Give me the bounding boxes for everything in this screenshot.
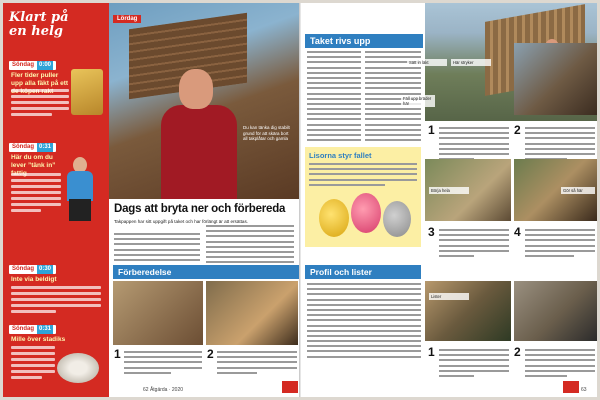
section-header-profil: Profil och lister <box>305 265 421 279</box>
logo-line-1: Klart på <box>9 10 69 25</box>
step-number-2: 2 <box>207 347 214 361</box>
tip-body <box>11 173 61 215</box>
man-figure <box>161 69 237 199</box>
right-folio: 63 <box>581 387 587 393</box>
right-body-col-1 <box>307 51 361 144</box>
tip-heading: Mille över stadiks <box>11 336 66 343</box>
step-text-1 <box>124 351 202 377</box>
right-step-4: 4 <box>514 225 521 239</box>
photo-label: Sätt in läkt <box>407 59 447 66</box>
section-header-forberedelse: Förberedelse <box>113 265 299 279</box>
tip-tag: Söndag 0:31 <box>9 325 56 334</box>
right-page <box>301 3 597 397</box>
tip-number: 0:31 <box>39 144 52 150</box>
right-bottom-text-2 <box>525 349 595 380</box>
tip-number: 0:30 <box>39 266 52 272</box>
magazine-spread <box>3 3 597 397</box>
right-bottom-step-2: 2 <box>514 345 521 359</box>
tip-number: 0:31 <box>39 326 52 332</box>
tip-body <box>11 89 69 119</box>
sidebar-logo <box>9 11 99 63</box>
right-bottom-text-1 <box>439 349 509 380</box>
left-headline: Dags att bryta ner och förbereda <box>114 203 286 215</box>
step-text-2 <box>217 351 297 377</box>
right-step-text-4 <box>525 229 595 260</box>
photo-label: Lister <box>429 293 469 300</box>
photo-label: Fäll upp bräder här <box>401 95 435 107</box>
tip-3 <box>3 265 109 317</box>
step-photo-2 <box>514 43 597 115</box>
body-column-1 <box>114 233 200 264</box>
logo-line-2: en helg <box>9 24 63 39</box>
info-box-title: Lisorna styr fallet <box>309 151 372 160</box>
left-ingress: Takpappen har sitt uppgift på taket och har förlängt är att ersättas. <box>114 219 249 224</box>
tip-body <box>11 286 101 316</box>
yarn-spools-image <box>311 189 417 245</box>
step-number-1: 1 <box>114 347 121 361</box>
tool-image <box>71 69 103 115</box>
tip-heading: Fler tider puller upp alla fäkt på ett <box>11 72 69 87</box>
right-step-text-2 <box>525 127 595 163</box>
tip-2 <box>3 143 109 223</box>
right-step-1: 1 <box>428 123 435 137</box>
info-box-text <box>309 163 417 189</box>
right-step-text-1 <box>439 127 509 163</box>
tip-heading: Här du om du lever ”tänk in” <box>11 154 56 169</box>
step-photo-5 <box>425 281 511 341</box>
right-title: Taket rivs upp <box>305 34 423 48</box>
hero-photo <box>109 3 299 199</box>
left-page <box>3 3 300 397</box>
profil-body <box>307 283 421 361</box>
photo-label: Börja hela <box>429 187 469 194</box>
right-step-text-3 <box>439 229 509 260</box>
tip-4 <box>3 325 109 395</box>
page-badge-right <box>563 381 579 393</box>
right-bottom-step-1: 1 <box>428 345 435 359</box>
tip-tag: Söndag 0:31 <box>9 143 56 152</box>
left-folio: 62 Åtgärda · 2020 <box>143 387 184 393</box>
tip-tag: Söndag 0:00 <box>9 61 56 70</box>
photo-label: Gör så här <box>561 187 595 194</box>
step-image-1 <box>113 281 203 345</box>
ashtray-image <box>57 353 99 383</box>
step-image-2 <box>206 281 298 345</box>
sidebar <box>3 3 109 397</box>
photo-label: Här stryker <box>451 59 491 66</box>
tip-number: 0:00 <box>39 62 52 68</box>
photo-caption: Du kan tänka dig stabilt grund för att skära bort all takplåtar och gamla <box>243 125 290 141</box>
tip-tag: Söndag 0:30 <box>9 265 56 274</box>
right-step-2: 2 <box>514 123 521 137</box>
tip-body <box>11 346 55 382</box>
step-photo-6 <box>514 281 597 341</box>
body-column-2 <box>206 225 294 267</box>
right-step-3: 3 <box>428 225 435 239</box>
tip-1 <box>3 61 109 121</box>
tip-heading: Inte via beldigt <box>11 276 57 283</box>
page-badge-left <box>282 381 298 393</box>
day-tab: Lördag <box>113 15 141 23</box>
person-figure <box>63 157 99 221</box>
